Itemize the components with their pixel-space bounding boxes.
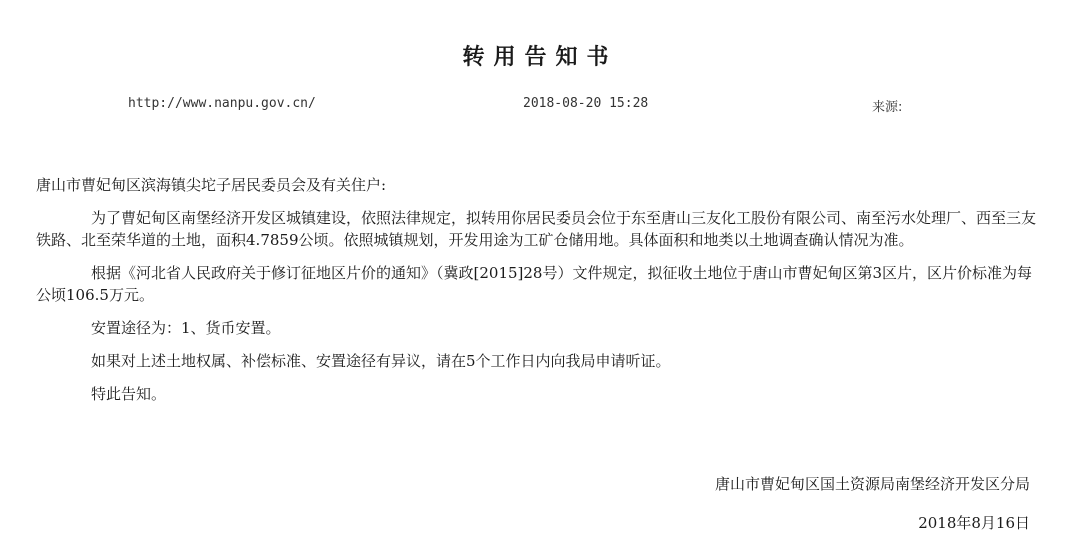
paragraph-closing: 特此告知。: [91, 385, 167, 403]
paragraph-resettlement: 安置途径为：1、货币安置。: [91, 319, 281, 337]
source-url[interactable]: http://www.nanpu.gov.cn/: [128, 96, 316, 111]
source-label: 来源:: [872, 100, 903, 115]
document-title: 转用告知书: [462, 45, 618, 70]
paragraph-land-transfer: 为了曹妃甸区南堡经济开发区城镇建设，依照法律规定，拟转用你居民委员会位于东至唐山三友化工股份有限公司、南至污水处理厂、西至三友铁路、北至荣华道的土地，面积4.7859公顷。依照城镇规划，开发用途为工矿仓储用地。具体面积和地类以土地调查确认情况为准。: [36, 209, 1037, 249]
issuer-signature: 唐山市曹妃甸区国土资源局南堡经济开发区分局: [714, 475, 1030, 493]
issue-date: 2018年8月16日: [918, 514, 1030, 532]
paragraph-compensation: 根据《河北省人民政府关于修订征地区片价的通知》（冀政[2015]28号）文件规定，拟征收土地位于唐山市曹妃甸区第3区片，区片价标准为每公顷106.5万元。: [36, 264, 1033, 304]
salutation: 唐山市曹妃甸区滨海镇尖坨子居民委员会及有关住户:: [36, 176, 387, 194]
publish-datetime: 2018-08-20 15:28: [523, 96, 649, 111]
paragraph-hearing: 如果对上述土地权属、补偿标准、安置途径有异议，请在5个工作日内向我局申请听证。: [91, 352, 671, 370]
document-body: [36, 174, 1044, 416]
